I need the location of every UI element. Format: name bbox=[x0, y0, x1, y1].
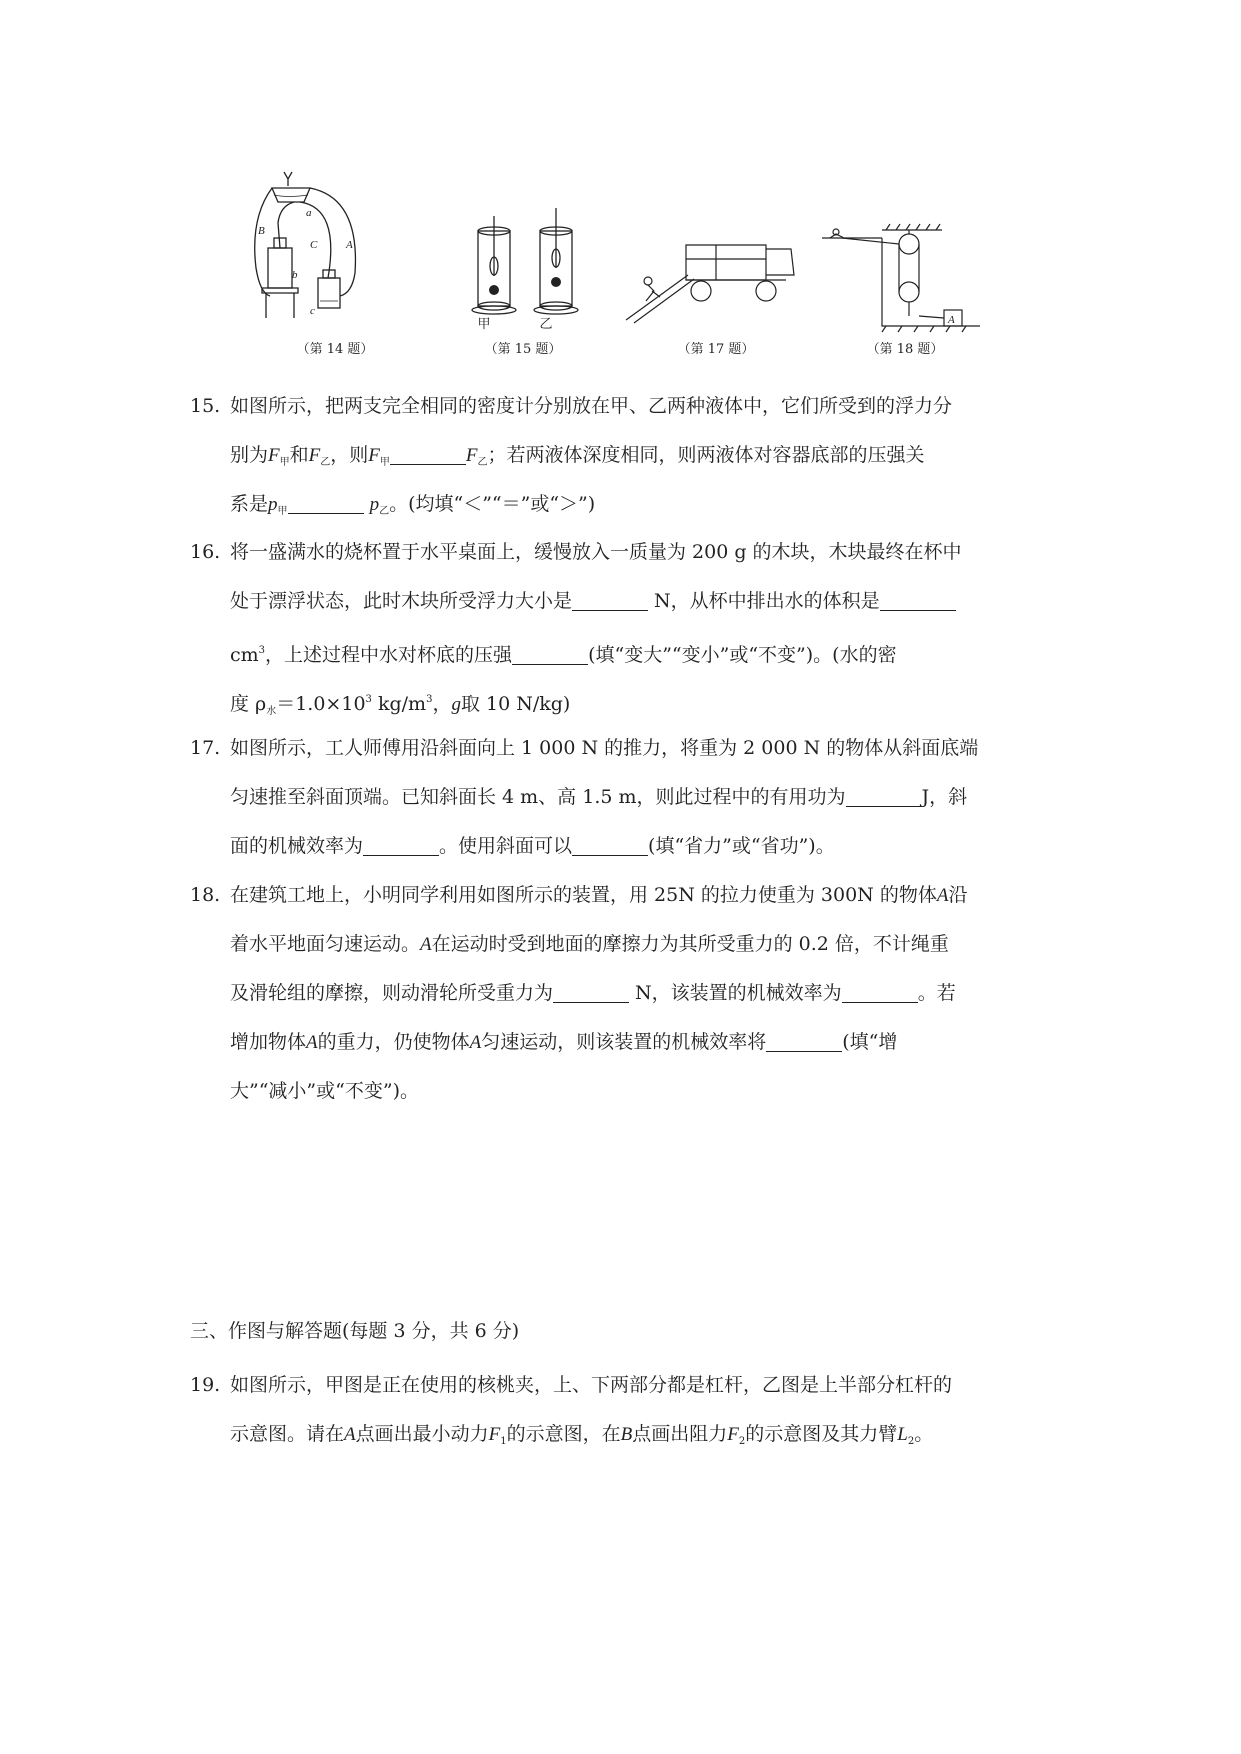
figure-15 bbox=[450, 206, 590, 326]
q18-line1: 在建筑工地上，小明同学利用如图所示的装置，用 25N 的拉力使重为 300N 的物体A沿 bbox=[230, 884, 968, 906]
answer-blank[interactable] bbox=[766, 1031, 842, 1052]
answer-blank[interactable] bbox=[363, 835, 439, 856]
caption-fig15-yi: 乙 bbox=[539, 317, 553, 332]
question-18 bbox=[190, 871, 1070, 1131]
q16-line1: 将一盛满水的烧杯置于水平桌面上，缓慢放入一质量为 200 g 的木块，木块最终在杯中 bbox=[230, 541, 962, 563]
q18-line4: 增加物体A的重力，仍使物体A匀速运动，则该装置的机械效率将 (填“增 bbox=[230, 1031, 898, 1053]
answer-blank[interactable] bbox=[390, 444, 466, 465]
caption-fig18: （第 18 题） bbox=[866, 342, 944, 357]
label-b: b bbox=[292, 269, 298, 281]
q15-line1: 如图所示，把两支完全相同的密度计分别放在甲、乙两种液体中，它们所受到的浮力分 bbox=[230, 395, 953, 417]
q18-line2: 着水平地面匀速运动。A在运动时受到地面的摩擦力为其所受重力的 0.2 倍，不计绳重 bbox=[230, 933, 949, 955]
question-17 bbox=[190, 724, 1070, 884]
q16-line4: 度 $\rho_水=1.0\times 10^3$ $kg/m^3$，g取 10 N/kg) bbox=[230, 693, 571, 717]
label-a: a bbox=[306, 207, 312, 219]
answer-blank[interactable] bbox=[842, 982, 918, 1003]
q15-line2: 别为$F_甲$和$F_乙$，则$F_甲$ $F_乙$；若两液体深度相同，则两液体对容器底部的压强关 bbox=[230, 444, 925, 468]
figure-14 bbox=[258, 168, 410, 336]
question-number: 17. bbox=[190, 737, 221, 759]
answer-blank[interactable] bbox=[572, 835, 648, 856]
caption-fig14: （第 14 题） bbox=[296, 342, 374, 357]
label-c-upper: C bbox=[310, 239, 318, 251]
section-heading: 三、作图与解答题(每题 3 分，共 6 分) bbox=[190, 1320, 520, 1342]
q16-line2: 处于漂浮状态，此时木块所受浮力大小是 N，从杯中排出水的体积是 bbox=[230, 577, 956, 626]
q19-line2: 示意图。请在A点画出最小动力$F_1$的示意图，在B点画出阻力$F_2$的示意图及其力臂$L_2$。 bbox=[230, 1423, 934, 1447]
figure-18 bbox=[822, 222, 982, 332]
q17-line3: 面的机械效率为 。使用斜面可以 (填“省力”或“省功”)。 bbox=[230, 835, 835, 857]
q16-line3: $cm^3$，上述过程中水对杯底的压强 (填“变大”“变小”或“不变”)。(水的密 bbox=[230, 644, 897, 666]
label-b-upper: B bbox=[258, 225, 265, 237]
question-number: 15. bbox=[190, 395, 221, 417]
q17-line2: 匀速推至斜面顶端。已知斜面长 4 m、高 1.5 m，则此过程中的有用功为 J，斜 bbox=[230, 786, 968, 808]
caption-fig15-jia: 甲 bbox=[477, 317, 491, 332]
label-c: c bbox=[310, 305, 315, 317]
answer-blank[interactable] bbox=[880, 590, 956, 611]
answer-blank[interactable] bbox=[553, 982, 629, 1003]
question-19 bbox=[190, 1361, 1070, 1471]
answer-blank[interactable] bbox=[288, 493, 364, 514]
answer-blank[interactable] bbox=[572, 590, 648, 611]
label-a-upper: A bbox=[346, 239, 353, 251]
answer-blank[interactable] bbox=[512, 644, 588, 665]
question-15 bbox=[190, 382, 1070, 542]
q19-line1: 如图所示，甲图是正在使用的核桃夹，上、下两部分都是杠杆，乙图是上半部分杠杆的 bbox=[230, 1374, 953, 1396]
q15-line3: 系是$p_甲$ $p_乙$。(均填“＜”“＝”或“＞”) bbox=[230, 493, 596, 517]
caption-fig15: （第 15 题） bbox=[484, 342, 562, 357]
caption-fig17: （第 17 题） bbox=[677, 342, 755, 357]
question-number: 19. bbox=[190, 1374, 221, 1396]
answer-blank[interactable] bbox=[846, 786, 922, 807]
q18-line5: 大”“减小”或“不变”)。 bbox=[230, 1080, 419, 1102]
q18-line3: 及滑轮组的摩擦，则动滑轮所受重力为 N，该装置的机械效率为 。若 bbox=[230, 982, 956, 1004]
question-number: 16. bbox=[190, 541, 221, 563]
figure-17 bbox=[626, 235, 796, 325]
q17-line1: 如图所示，工人师傅用沿斜面向上 1 000 N 的推力，将重为 2 000 N 的物体从斜面底端 bbox=[230, 737, 979, 759]
question-number: 18. bbox=[190, 884, 221, 906]
label-A: A bbox=[948, 314, 955, 326]
question-16 bbox=[190, 528, 1070, 728]
